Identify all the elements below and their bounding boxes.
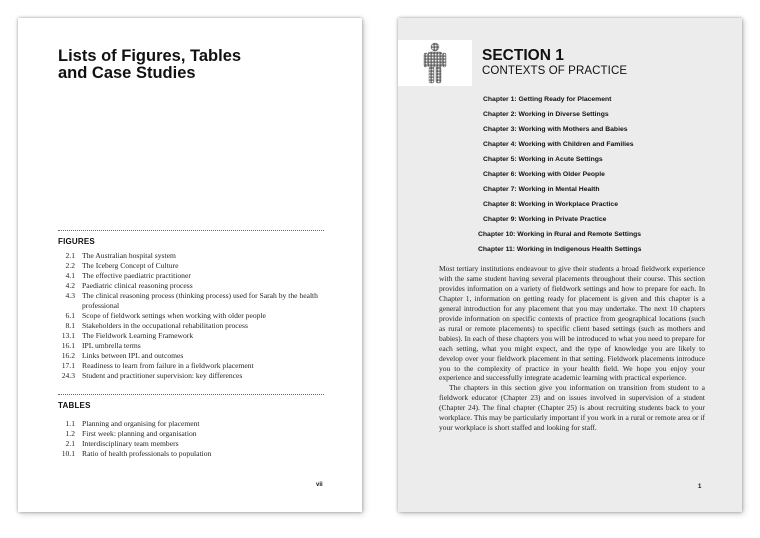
item-number: 24.3 xyxy=(61,371,75,380)
item-number: 8.1 xyxy=(65,321,75,330)
item-title: Links between IPL and outcomes xyxy=(82,351,184,360)
chapter-item: Chapter 9: Working in Private Practice xyxy=(483,216,607,223)
figures-heading: FIGURES xyxy=(58,230,324,246)
chapter-item: Chapter 1: Getting Ready for Placement xyxy=(483,96,612,103)
item-title: The clinical reasoning process (thinking process) used for Sarah by the health professional xyxy=(82,291,318,310)
item-title: Interdisciplinary team members xyxy=(82,439,179,448)
item-title: The Iceberg Concept of Culture xyxy=(82,261,179,270)
list-item xyxy=(58,281,324,291)
list-item xyxy=(58,321,324,331)
list-item xyxy=(58,331,324,341)
list-item xyxy=(58,429,324,439)
item-title: Stakeholders in the occupational rehabilitation process xyxy=(82,321,248,330)
list-item xyxy=(58,439,324,449)
chapter-list xyxy=(478,92,718,257)
item-number: 13.1 xyxy=(61,331,75,340)
item-title: Planning and organising for placement xyxy=(82,419,200,428)
chapter-item: Chapter 8: Working in Workplace Practice xyxy=(483,201,618,208)
page-number-left: vii xyxy=(316,482,323,488)
chapter-item: Chapter 6: Working with Older People xyxy=(483,171,605,178)
list-item xyxy=(58,291,324,311)
list-item xyxy=(58,361,324,371)
item-number: 2.2 xyxy=(65,261,75,270)
list-item xyxy=(58,271,324,281)
item-title: Scope of fieldwork settings when working with older people xyxy=(82,311,266,320)
item-title: Student and practitioner supervision: key differences xyxy=(82,371,243,380)
tables-heading: TABLES xyxy=(58,394,324,410)
list-item xyxy=(58,449,324,459)
item-number: 1.1 xyxy=(65,419,75,428)
item-number: 6.1 xyxy=(65,311,75,320)
title-line-1: Lists of Figures, Tables xyxy=(58,47,242,65)
right-page xyxy=(398,18,742,512)
body-paragraph: The chapters in this section give you information on transition from student to a fieldwork educator (Chapter 23) and on issues involved in supervision of a student (Chapter 24). The final chapter (Chapter 25) is about recruiting students back to your workplace. This may be particularly important if you work in a rural or remote area or if your workplace is short staffed and looking for staff. xyxy=(439,383,705,433)
item-number: 2.1 xyxy=(65,251,75,260)
item-number: 2.1 xyxy=(65,439,75,448)
chapter-item: Chapter 4: Working with Children and Families xyxy=(483,141,634,148)
chapter-item: Chapter 10: Working in Rural and Remote Settings xyxy=(478,231,642,238)
item-title: The Australian hospital system xyxy=(82,251,176,260)
chapter-item: Chapter 7: Working in Mental Health xyxy=(483,186,600,193)
item-number: 1.2 xyxy=(65,429,75,438)
item-number: 16.1 xyxy=(61,341,75,350)
section-subtitle: CONTEXTS OF PRACTICE xyxy=(482,65,628,77)
page-title xyxy=(58,48,318,82)
list-item xyxy=(58,371,324,381)
item-title: Paediatric clinical reasoning process xyxy=(82,281,193,290)
section-logo xyxy=(398,40,472,86)
section-title: SECTION 1 xyxy=(482,47,564,64)
section-heading xyxy=(482,48,627,78)
left-page xyxy=(18,18,362,512)
list-item xyxy=(58,251,324,261)
title-line-2: and Case Studies xyxy=(58,64,196,82)
list-item xyxy=(58,419,324,429)
tables-list xyxy=(58,419,324,459)
item-number: 10.1 xyxy=(61,449,75,458)
item-title: IPL umbrella terms xyxy=(82,341,141,350)
item-title: First week: planning and organisation xyxy=(82,429,197,438)
list-item xyxy=(58,311,324,321)
list-item xyxy=(58,341,324,351)
item-number: 4.3 xyxy=(65,291,75,300)
page-number-right: 1 xyxy=(698,484,702,490)
chapter-item: Chapter 11: Working in Indigenous Health Settings xyxy=(478,246,642,253)
item-number: 4.2 xyxy=(65,281,75,290)
item-number: 16.2 xyxy=(61,351,75,360)
item-number: 17.1 xyxy=(61,361,75,370)
body-paragraph: Most tertiary institutions endeavour to give their students a broad fieldwork experience with the same student having several placements throughout their course. This section provides information on a variety of fieldwork settings and how to prepare for each. In Chapter 1, information on getting ready for placement is given and this chapter is a general introduction for any placement that you may undertake. The next 10 chapters provide information on specific contexts of practice from geographical locations (such as rural or remote placements) to specific client based settings (such as mothers and babies). In each of these chapters you will be introduced to what you need to prepare for each setting, what you might expect, and the type of knowledge you are likely to develop over your fieldwork placement in that setting. Fieldwork placements introduce you to the complexity of practice in your health field. We hope you enjoy your experience and successfully integrate academic learning with practical experience. xyxy=(439,264,705,383)
item-title: The Fieldwork Learning Framework xyxy=(82,331,194,340)
section-body-text xyxy=(439,264,705,433)
figures-list xyxy=(58,251,324,381)
item-title: Readiness to learn from failure in a fieldwork placement xyxy=(82,361,254,370)
item-number: 4.1 xyxy=(65,271,75,280)
chapter-item: Chapter 2: Working in Diverse Settings xyxy=(483,111,609,118)
item-title: Ratio of health professionals to population xyxy=(82,449,212,458)
chapter-item: Chapter 3: Working with Mothers and Babies xyxy=(483,126,628,133)
list-item xyxy=(58,261,324,271)
item-title: The effective paediatric practitioner xyxy=(82,271,191,280)
list-item xyxy=(58,351,324,361)
chapter-item: Chapter 5: Working in Acute Settings xyxy=(483,156,603,163)
figure-icon xyxy=(423,42,447,84)
